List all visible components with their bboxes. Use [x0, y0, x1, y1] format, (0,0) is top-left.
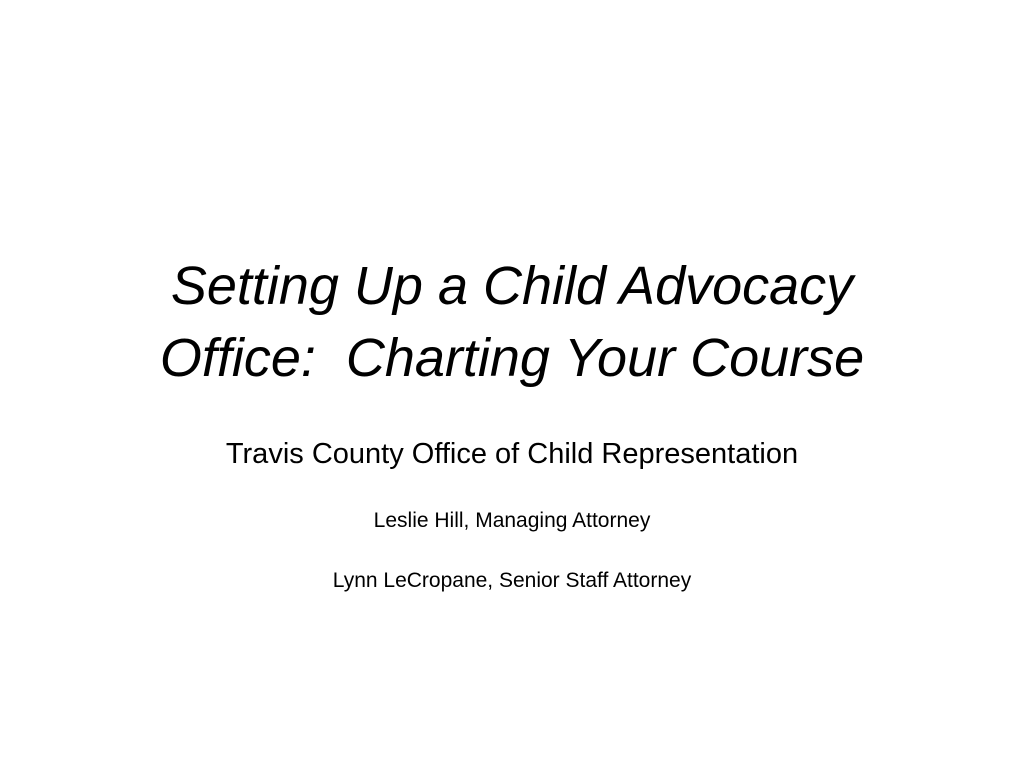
- presenter-2: Lynn LeCropane, Senior Staff Attorney: [332, 569, 692, 592]
- slide-title: [40, 250, 984, 394]
- slide-title-line-1: Setting Up a Child Advocacy: [170, 256, 854, 316]
- organization-name: Travis County Office of Child Representation: [225, 438, 799, 470]
- presenter-1: Leslie Hill, Managing Attorney: [373, 509, 651, 532]
- slide-title-line-2: Office: Charting Your Course: [159, 328, 865, 388]
